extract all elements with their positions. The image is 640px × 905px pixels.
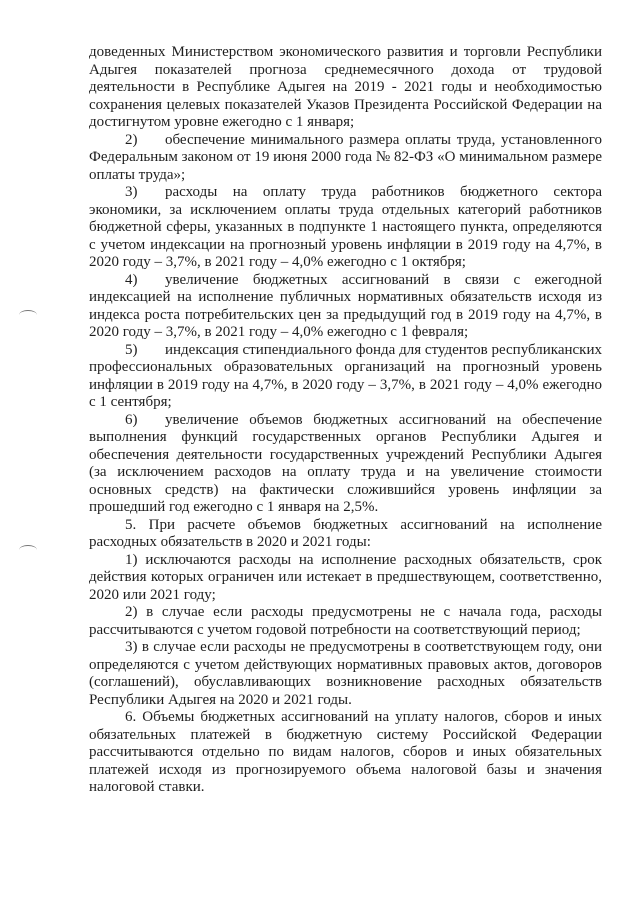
section-5-intro: 5. При расчете объемов бюджетных ассигнований на исполнение расходных обязательств в 2020 и 2021 годы: [89, 516, 602, 550]
binder-hole-mark-bottom [19, 545, 37, 555]
list-item-5 [89, 342, 602, 412]
list-item-text: расходы на оплату труда работников бюджетного сектора экономики, за исключением оплаты труда отдельных категорий работников бюджетной сферы, указанных в подпункте 1 настоящего пункта, определяются с учетом индексации на прогнозный уровень инфляции в 2019 году на 4,7%, в 2020 году – 3,7%, в 2021 году – 4,0% ежегодно с 1 октября; [89, 184, 602, 270]
paragraph-continuation: доведенных Министерством экономического развития и торговли Республики Адыгея показателей прогноза среднемесячного дохода от трудовой деятельности в Республике Адыгея на 2019 - 2021 годы и необходимостью сохранения целевых показателей Указов Президента Российской Федерации на достигнутом уровне ежегодно с 1 января; [89, 44, 602, 130]
list-item-text: индексация стипендиального фонда для студентов республиканских профессиональных образовательных организаций на прогнозный уровень инфляции в 2019 году на 4,7%, в 2020 году – 3,7%, в 2021 году – 4,0% ежегодно с 1 сентября; [89, 341, 602, 410]
list-item-text: увеличение бюджетных ассигнований в связи с ежегодной индексацией на исполнение публичных нормативных обязательств исходя из индекса роста потребительских цен за предыдущий год в 2019 году на 4,7%, в 2020 году – 3,7%, в 2021 году – 4,0% ежегодно с 1 февраля; [89, 271, 602, 340]
section-5-item-1: 1) исключаются расходы на исполнение расходных обязательств, срок действия которых ограничен или истекает в предшествующем, соответственно, 2020 или 2021 году; [89, 551, 602, 603]
list-number: 4) [125, 271, 138, 288]
list-item-3 [89, 184, 602, 272]
list-number: 3) [125, 184, 138, 200]
list-item-4 [89, 272, 602, 342]
list-number: 6) [125, 411, 138, 428]
section-6-paragraph: 6. Объемы бюджетных ассигнований на уплату налогов, сборов и иных обязательных платежей в бюджетную систему Российской Федерации рассчитываются отдельно по видам налогов, сборов и иных обязательных платежей исходя из прогнозируемого объема налоговой базы и значения налоговой ставки. [89, 709, 602, 795]
document-page [89, 44, 602, 797]
section-5-item-3: 3) в случае если расходы не предусмотрены в соответствующем году, они определяются с учетом действующих нормативных правовых актов, договоров (соглашений), обуславливающих возникновение расходных обязательств Республики Адыгея на 2020 и 2021 годы. [89, 639, 602, 708]
list-item-text: обеспечение минимального размера оплаты труда, установленного Федеральным законом от 19 июня 2000 года № 82-ФЗ «О минимальном размере оплаты труда»; [89, 131, 602, 183]
list-number: 5) [125, 341, 138, 358]
list-item-2 [89, 132, 602, 185]
list-number: 2) [125, 131, 138, 148]
list-item-text: увеличение объемов бюджетных ассигнований на обеспечение выполнения функций государственных органов Республики Адыгея и обеспечения деятельности государственных учреждений Республики Адыгея (за исключением расходов на оплату труда и на увеличение стоимости основных средств) на фактически сложившийся уровень инфляции за прошедший год ежегодно с 1 января на 2,5%. [89, 411, 602, 515]
section-5-item-2: 2) в случае если расходы предусмотрены не с начала года, расходы рассчитываются с учетом годовой потребности на соответствующий период; [89, 604, 602, 638]
binder-hole-mark-top [19, 310, 37, 320]
list-item-6 [89, 412, 602, 517]
